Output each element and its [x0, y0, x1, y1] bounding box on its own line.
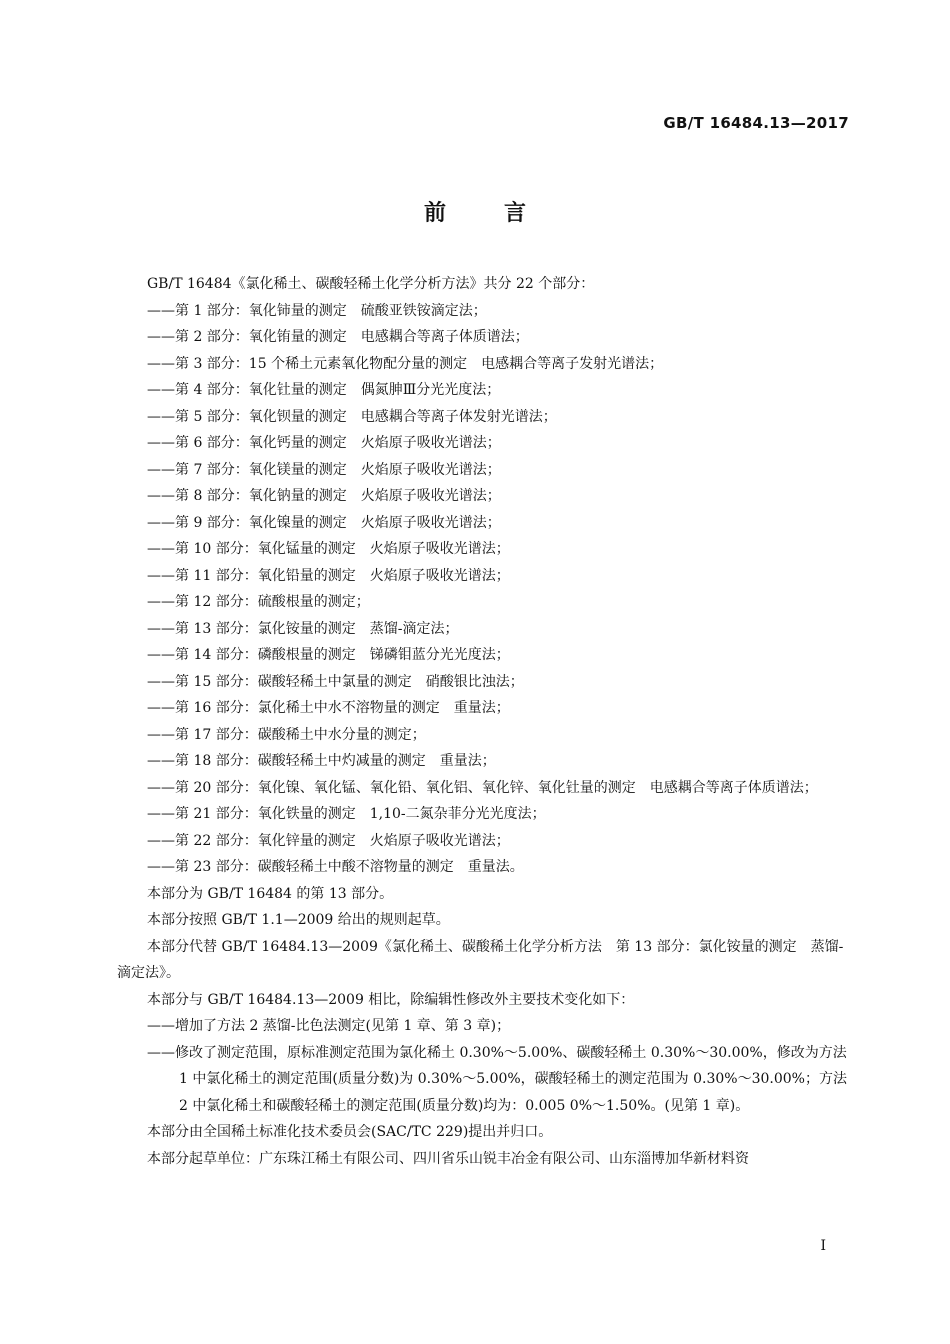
drafting-rules-statement: 本部分按照 GB/T 1.1—2009 给出的规则起草。	[147, 912, 450, 928]
part-item: ——第 13 部分：氯化铵量的测定 蒸馏-滴定法；	[147, 620, 459, 637]
part-item: ——第 14 部分：磷酸根量的测定 锑磷钼蓝分光光度法；	[147, 647, 510, 663]
part-item: ——第 11 部分：氧化铅量的测定 火焰原子吸收光谱法；	[147, 567, 510, 584]
proposed-by-statement: 本部分由全国稀土标准化技术委员会(SAC/TC 229)提出并归口。	[147, 1124, 553, 1140]
change-item: ——修改了测定范围，原标准测定范围为氯化稀土 0.30%～5.00%、碳酸轻稀土 0.30%～30.00%，修改为方法 1 中氯化稀土的测定范围(质量分数)为 0.30%～5.00%，碳酸轻稀土的测定范围为 0.30%～30.00%；方法 2 中氯化稀土和碳酸轻稀土的测定范围(质量分数)均为：0.005 0%～1.50%。(见第 1 章)。	[147, 1044, 847, 1114]
change-item: ——增加了方法 2 蒸馏-比色法测定(见第 1 章、第 3 章)；	[147, 1018, 511, 1034]
part-item: ——第 12 部分：硫酸根量的测定；	[147, 594, 370, 610]
standard-code: GB/T 16484.13—2017	[663, 114, 849, 132]
part-item: ——第 22 部分：氧化锌量的测定 火焰原子吸收光谱法；	[147, 832, 510, 849]
part-item: ——第 3 部分：15 个稀土元素氧化物配分量的测定 电感耦合等离子发射光谱法；	[147, 355, 664, 372]
page-title: 前言	[423, 201, 584, 226]
part-item: ——第 2 部分：氧化铕量的测定 电感耦合等离子体质谱法；	[147, 329, 529, 345]
part-item: ——第 8 部分：氧化钠量的测定 火焰原子吸收光谱法；	[147, 488, 501, 504]
part-item: ——第 20 部分：氧化镍、氧化锰、氧化铅、氧化铝、氧化锌、氧化钍量的测定 电感耦合等离子体质谱法；	[147, 779, 818, 796]
part-item: ——第 10 部分：氧化锰量的测定 火焰原子吸收光谱法；	[147, 541, 510, 557]
part-of-statement: 本部分为 GB/T 16484 的第 13 部分。	[147, 885, 394, 902]
page-number: I	[820, 1238, 826, 1254]
intro-paragraph: GB/T 16484《氯化稀土、碳酸轻稀土化学分析方法》共分 22 个部分：	[147, 276, 595, 292]
part-item: ——第 7 部分：氧化镁量的测定 火焰原子吸收光谱法；	[147, 461, 501, 478]
part-item: ——第 15 部分：碳酸轻稀土中氯量的测定 硝酸银比浊法；	[147, 673, 524, 690]
document-body	[117, 271, 849, 1172]
changes-intro: 本部分与 GB/T 16484.13—2009 相比，除编辑性修改外主要技术变化如下：	[147, 991, 635, 1008]
part-item: ——第 9 部分：氧化镍量的测定 火焰原子吸收光谱法；	[147, 514, 501, 531]
part-item: ——第 17 部分：碳酸稀土中水分量的测定；	[147, 726, 426, 743]
part-item: ——第 6 部分：氧化钙量的测定 火焰原子吸收光谱法；	[147, 435, 501, 451]
part-item: ——第 21 部分：氧化铁量的测定 1,10-二氮杂菲分光光度法；	[147, 806, 546, 822]
replaces-statement: 本部分代替 GB/T 16484.13—2009《氯化稀土、碳酸稀土化学分析方法 第 13 部分：氯化铵量的测定 蒸馏-滴定法》。	[117, 938, 844, 981]
part-item: ——第 1 部分：氧化铈量的测定 硫酸亚铁铵滴定法；	[147, 302, 487, 319]
part-item: ——第 23 部分：碳酸轻稀土中酸不溶物量的测定 重量法。	[147, 859, 524, 875]
drafting-units-statement: 本部分起草单位：广东珠江稀土有限公司、四川省乐山锐丰冶金有限公司、山东淄博加华新材料资	[147, 1150, 749, 1167]
part-item: ——第 18 部分：碳酸轻稀土中灼减量的测定 重量法；	[147, 753, 496, 769]
part-item: ——第 16 部分：氯化稀土中水不溶物量的测定 重量法；	[147, 700, 510, 716]
part-item: ——第 4 部分：氧化钍量的测定 偶氮胂Ⅲ分光光度法；	[147, 382, 501, 398]
part-item: ——第 5 部分：氧化钡量的测定 电感耦合等离子体发射光谱法；	[147, 408, 557, 425]
